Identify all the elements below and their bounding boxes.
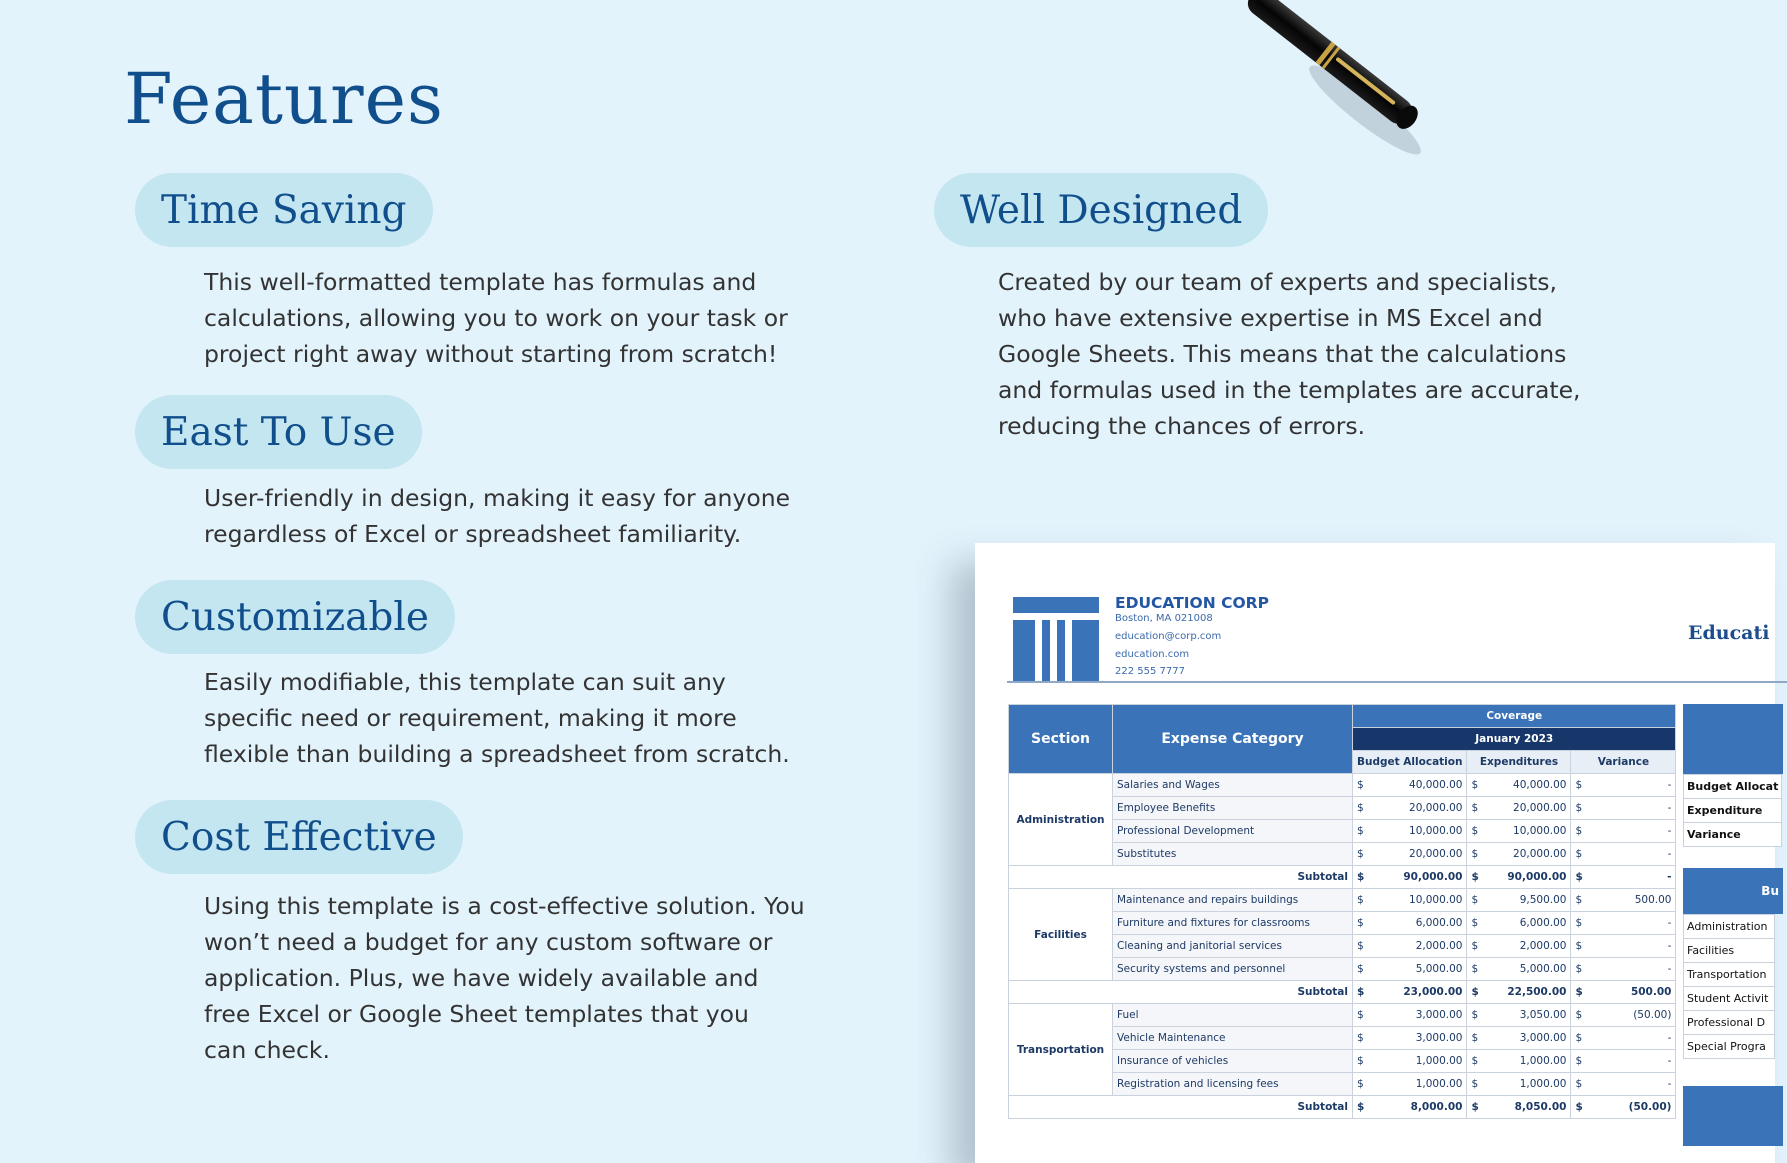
company-website: education.com — [1115, 649, 1190, 660]
variance-cell: $ (50.00) — [1571, 1004, 1676, 1027]
feature-heading-easy-to-use: East To Use — [135, 395, 422, 469]
expenditures-cell: $ 3,050.00 — [1467, 1004, 1571, 1027]
variance-cell: $ - — [1571, 1050, 1676, 1073]
expenditures-cell: $ 3,000.00 — [1467, 1027, 1571, 1050]
feature-heading-customizable: Customizable — [135, 580, 455, 654]
category-cell: Registration and licensing fees — [1113, 1073, 1353, 1096]
variance-cell: $ - — [1571, 912, 1676, 935]
feature-heading-well-designed: Well Designed — [934, 173, 1268, 247]
expenditures-cell: $ 1,000.00 — [1467, 1050, 1571, 1073]
budget-cell: $ 10,000.00 — [1353, 820, 1467, 843]
subtotal-budget-cell: $ 90,000.00 — [1353, 866, 1467, 889]
company-phone: 222 555 7777 — [1115, 666, 1185, 677]
column-header-section: Section — [1009, 705, 1113, 774]
document-title: Educati — [1688, 622, 1770, 644]
summary-row-label: Expenditure — [1684, 799, 1782, 823]
category-cell: Professional Development — [1113, 820, 1353, 843]
subtotal-variance-cell: $ (50.00) — [1571, 1096, 1676, 1119]
column-header-expenditures: Expenditures — [1467, 751, 1571, 774]
table-row — [1009, 889, 1676, 912]
budget-cell: $ 5,000.00 — [1353, 958, 1467, 981]
company-logo-icon — [1013, 597, 1099, 681]
summary-row-label: Budget Allocat — [1684, 775, 1782, 799]
category-summary-label: Administration — [1684, 915, 1775, 939]
expenditures-cell: $ 5,000.00 — [1467, 958, 1571, 981]
expenditures-cell: $ 6,000.00 — [1467, 912, 1571, 935]
table-row — [1009, 774, 1676, 797]
category-cell: Security systems and personnel — [1113, 958, 1353, 981]
spreadsheet-preview — [975, 543, 1779, 1163]
budget-cell: $ 10,000.00 — [1353, 889, 1467, 912]
expenditures-cell: $ 9,500.00 — [1467, 889, 1571, 912]
subtotal-row — [1009, 866, 1676, 889]
variance-cell: $ - — [1571, 935, 1676, 958]
variance-cell: $ - — [1571, 1073, 1676, 1096]
budget-cell: $ 3,000.00 — [1353, 1004, 1467, 1027]
category-cell: Maintenance and repairs buildings — [1113, 889, 1353, 912]
subtotal-label: Subtotal — [1009, 981, 1353, 1004]
column-header-variance: Variance — [1571, 751, 1676, 774]
section-cell: Administration — [1009, 774, 1113, 866]
category-cell: Vehicle Maintenance — [1113, 1027, 1353, 1050]
feature-text-cost-effective: Using this template is a cost-effective solution. You won’t need a budget for any custom software or application. Plus, we have widely available and free Excel or Google Sheet templates that you can check. — [204, 892, 805, 1064]
category-cell: Salaries and Wages — [1113, 774, 1353, 797]
category-summary-table — [1683, 914, 1775, 1059]
subtotal-variance-cell: $ 500.00 — [1571, 981, 1676, 1004]
budget-cell: $ 1,000.00 — [1353, 1050, 1467, 1073]
budget-cell: $ 20,000.00 — [1353, 843, 1467, 866]
category-cell: Employee Benefits — [1113, 797, 1353, 820]
category-cell: Insurance of vehicles — [1113, 1050, 1353, 1073]
subtotal-label: Subtotal — [1009, 1096, 1353, 1119]
subtotal-label: Subtotal — [1009, 866, 1353, 889]
budget-cell: $ 1,000.00 — [1353, 1073, 1467, 1096]
expenditures-cell: $ 2,000.00 — [1467, 935, 1571, 958]
category-summary-label: Facilities — [1684, 939, 1775, 963]
category-cell: Fuel — [1113, 1004, 1353, 1027]
pen-image — [1205, 0, 1465, 180]
budget-table — [1008, 704, 1676, 1119]
company-name: EDUCATION CORP — [1115, 594, 1269, 612]
category-cell: Furniture and fixtures for classrooms — [1113, 912, 1353, 935]
subtotal-budget-cell: $ 8,000.00 — [1353, 1096, 1467, 1119]
feature-text-well-designed: Created by our team of experts and specialists, who have extensive expertise in MS Excel and Google Sheets. This means that the calculations and formulas used in the templates are accurate, reducing the chances of errors. — [998, 268, 1581, 440]
budget-cell: $ 2,000.00 — [1353, 935, 1467, 958]
category-summary-label: Transportation — [1684, 963, 1775, 987]
category-summary-label: Special Progra — [1684, 1035, 1775, 1059]
feature-text-customizable: Easily modifiable, this template can suit any specific need or requirement, making it more flexible than building a spreadsheet from scratch. — [204, 668, 790, 768]
category-summary-header: Bu — [1683, 868, 1783, 914]
expenditures-cell: $ 20,000.00 — [1467, 797, 1571, 820]
variance-cell: $ - — [1571, 774, 1676, 797]
section-cell: Transportation — [1009, 1004, 1113, 1096]
variance-cell: $ - — [1571, 843, 1676, 866]
column-header-coverage: Coverage — [1353, 705, 1676, 728]
category-cell: Substitutes — [1113, 843, 1353, 866]
variance-cell: $ 500.00 — [1571, 889, 1676, 912]
table-row — [1009, 1004, 1676, 1027]
column-header-budget: Budget Allocation — [1353, 751, 1467, 774]
subtotal-variance-cell: $ - — [1571, 866, 1676, 889]
budget-cell: $ 40,000.00 — [1353, 774, 1467, 797]
subtotal-row — [1009, 1096, 1676, 1119]
summary-header — [1683, 704, 1783, 774]
subtotal-expenditures-cell: $ 8,050.00 — [1467, 1096, 1571, 1119]
subtotal-expenditures-cell: $ 90,000.00 — [1467, 866, 1571, 889]
subtotal-expenditures-cell: $ 22,500.00 — [1467, 981, 1571, 1004]
category-summary-label: Student Activit — [1684, 987, 1775, 1011]
variance-cell: $ - — [1571, 797, 1676, 820]
feature-text-time-saving: This well-formatted template has formulas and calculations, allowing you to work on your task or project right away without starting from scratch! — [204, 268, 788, 368]
column-header-month: January 2023 — [1353, 728, 1676, 751]
feature-heading-cost-effective: Cost Effective — [135, 800, 463, 874]
page-title: Features — [124, 58, 444, 140]
company-email: education@corp.com — [1115, 631, 1222, 642]
category-cell: Cleaning and janitorial services — [1113, 935, 1353, 958]
category-summary-label: Professional D — [1684, 1011, 1775, 1035]
column-header-category: Expense Category — [1113, 705, 1353, 774]
expenditures-cell: $ 40,000.00 — [1467, 774, 1571, 797]
company-address: Boston, MA 021008 — [1115, 613, 1213, 624]
budget-cell: $ 3,000.00 — [1353, 1027, 1467, 1050]
feature-text-easy-to-use: User-friendly in design, making it easy for anyone regardless of Excel or spreadsheet familiarity. — [204, 484, 791, 548]
expenditures-cell: $ 10,000.00 — [1467, 820, 1571, 843]
variance-cell: $ - — [1571, 1027, 1676, 1050]
subtotal-row — [1009, 981, 1676, 1004]
summary-row-label: Variance — [1684, 823, 1782, 847]
expenditures-cell: $ 1,000.00 — [1467, 1073, 1571, 1096]
subtotal-budget-cell: $ 23,000.00 — [1353, 981, 1467, 1004]
budget-cell: $ 20,000.00 — [1353, 797, 1467, 820]
third-summary-header — [1683, 1086, 1783, 1146]
feature-heading-time-saving: Time Saving — [135, 173, 433, 247]
section-cell: Facilities — [1009, 889, 1113, 981]
variance-cell: $ - — [1571, 820, 1676, 843]
variance-cell: $ - — [1571, 958, 1676, 981]
expenditures-cell: $ 20,000.00 — [1467, 843, 1571, 866]
budget-cell: $ 6,000.00 — [1353, 912, 1467, 935]
summary-table — [1683, 774, 1782, 847]
header-divider — [1007, 681, 1787, 683]
